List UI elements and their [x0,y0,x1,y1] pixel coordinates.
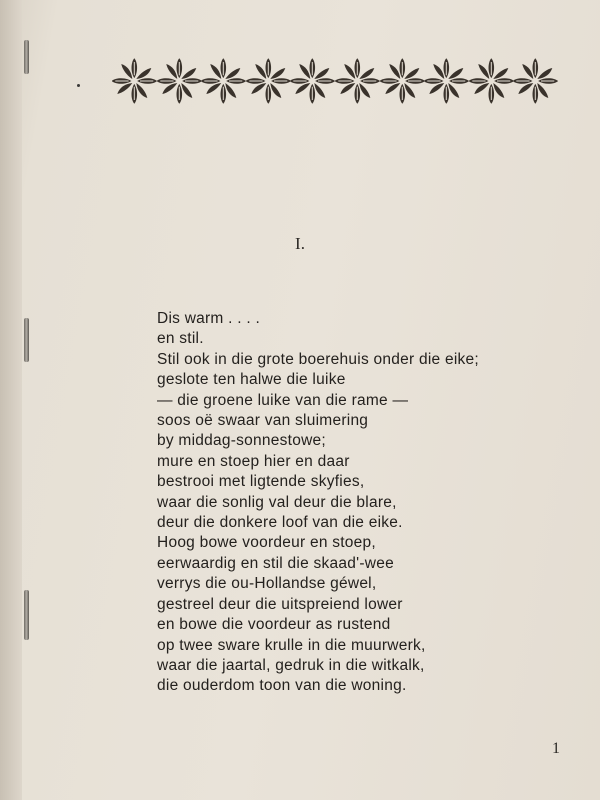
spine-shadow [0,0,22,800]
poem-line: Dis warm . . . . [157,310,261,327]
poem-line: eerwaardig en stil die skaad'-wee [157,554,394,572]
flower-ornament-icon [513,52,558,110]
poem-line: mure en stoep hier en daar [157,452,350,470]
flower-ornament-icon [380,52,425,110]
section-heading: I. [295,234,305,253]
ink-speck [77,84,80,87]
flower-ornament-icon [290,52,335,110]
staple [24,318,29,362]
poem-line: gestreel deur die uitspreiend lower [157,595,403,613]
poem-line: deur die donkere loof van die eike. [157,514,403,532]
flower-ornament-icon [246,52,291,110]
poem-line: die ouderdom toon van die woning. [157,677,407,695]
poem-line: geslote ten halwe die luike [157,371,346,389]
flower-ornament-icon [201,52,246,110]
poem-line: en stil. [157,330,204,348]
staple [24,40,29,74]
poem-line: en bowe die voordeur as rustend [157,616,391,634]
flower-ornament-icon [335,52,380,110]
poem-line: Hoog bowe voordeur en stoep, [157,534,376,552]
poem-line: — die groene luike van die rame — [157,391,409,409]
poem-line: waar die jaartal, gedruk in die witkalk, [157,656,425,674]
staple [24,590,29,640]
poem-text [157,309,479,697]
flower-ornament-border [112,52,558,110]
flower-ornament-icon [469,52,514,110]
poem-line: waar die sonlig val deur die blare, [157,493,397,511]
poem-line: Stil ook in die grote boerehuis onder die eike; [157,350,479,368]
poem-line: by middag-sonnestowe; [157,432,326,450]
flower-ornament-icon [424,52,469,110]
poem-line: bestrooi met ligtende skyfies, [157,473,365,491]
poem-line: soos oë swaar van sluimering [157,412,369,430]
poem-line: op twee sware krulle in die muurwerk, [157,636,426,654]
flower-ornament-icon [157,52,202,110]
flower-ornament-icon [112,52,157,110]
poem-line: verrys die ou-Hollandse géwel, [157,575,377,593]
page-number: 1 [552,740,560,757]
